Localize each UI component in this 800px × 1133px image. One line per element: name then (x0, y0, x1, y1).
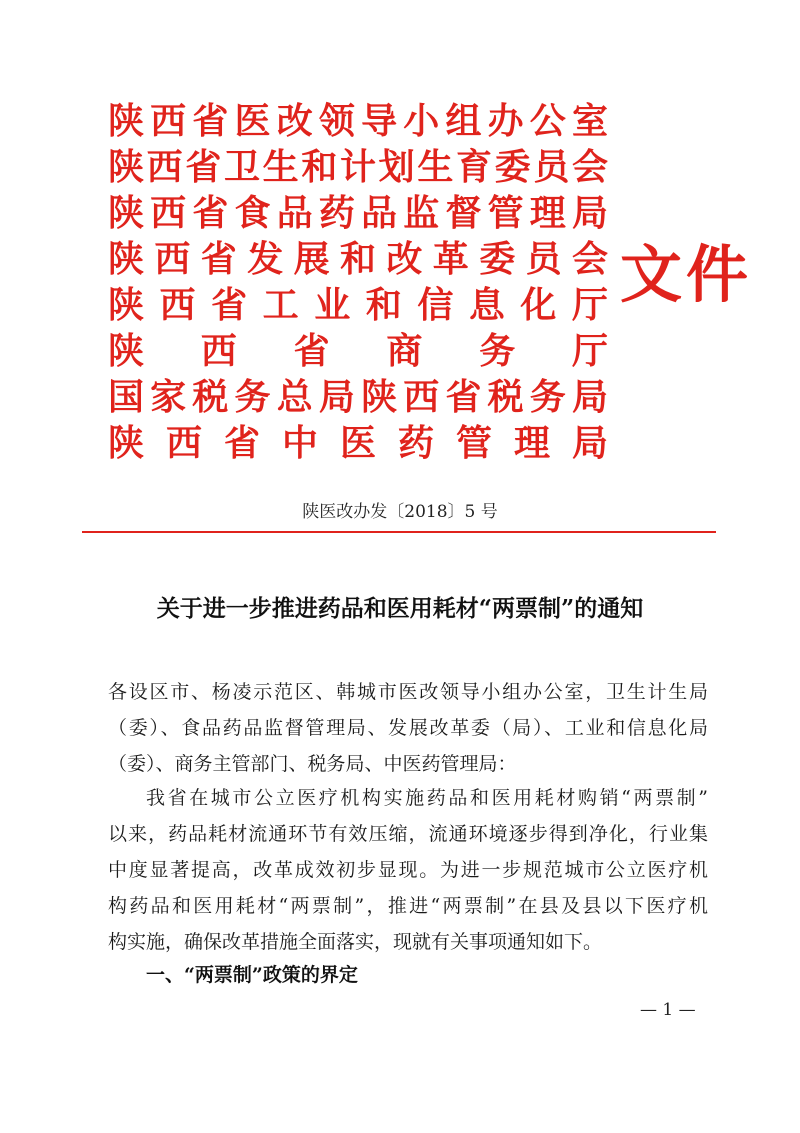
paragraph-line: 构药品和医用耗材“两票制”，推进“两票制”在县及县以下医疗机 (108, 895, 708, 917)
recipients-line: （委）、食品药品监督管理局、发展改革委（局）、工业和信息化局 (108, 717, 708, 739)
recipients-line: （委）、商务主管部门、税务局、中医药管理局： (108, 753, 517, 775)
paragraph-line: 中度显著提高，改革成效初步显现。为进一步规范城市公立医疗机 (108, 859, 708, 881)
recipients-block (108, 674, 708, 782)
page-number: — 1 — (640, 1000, 696, 1020)
red-divider (82, 531, 716, 533)
issuer-line: 陕西省商务厅 (108, 330, 608, 372)
section-heading: 一、“两票制”政策的界定 (146, 964, 358, 986)
issuer-line: 陕西省中医药管理局 (108, 422, 608, 464)
document-word: 文件 (620, 238, 753, 311)
recipients-line: 各设区市、杨凌示范区、韩城市医改领导小组办公室，卫生计生局 (108, 681, 708, 703)
issuer-line: 陕西省食品药品监督管理局 (108, 192, 608, 234)
paragraph-line: 以来，药品耗材流通环节有效压缩，流通环境逐步得到净化，行业集 (108, 823, 708, 845)
paragraph-line: 我省在城市公立医疗机构实施药品和医用耗材购销“两票制” (146, 787, 708, 809)
body-paragraph (108, 780, 708, 960)
document-number: 陕医改办发〔2018〕5 号 (302, 502, 498, 522)
issuer-line: 国家税务总局陕西省税务局 (108, 376, 608, 418)
issuer-line: 陕西省医改领导小组办公室 (108, 100, 608, 142)
paragraph-line: 构实施，确保改革措施全面落实，现就有关事项通知如下。 (108, 931, 603, 953)
document-title: 关于进一步推进药品和医用耗材“两票制”的通知 (156, 595, 644, 622)
issuer-line: 陕西省卫生和计划生育委员会 (108, 146, 608, 188)
issuer-line: 陕西省发展和改革委员会 (108, 238, 608, 280)
issuing-agencies (108, 98, 608, 466)
issuer-line: 陕西省工业和信息化厅 (108, 284, 608, 326)
